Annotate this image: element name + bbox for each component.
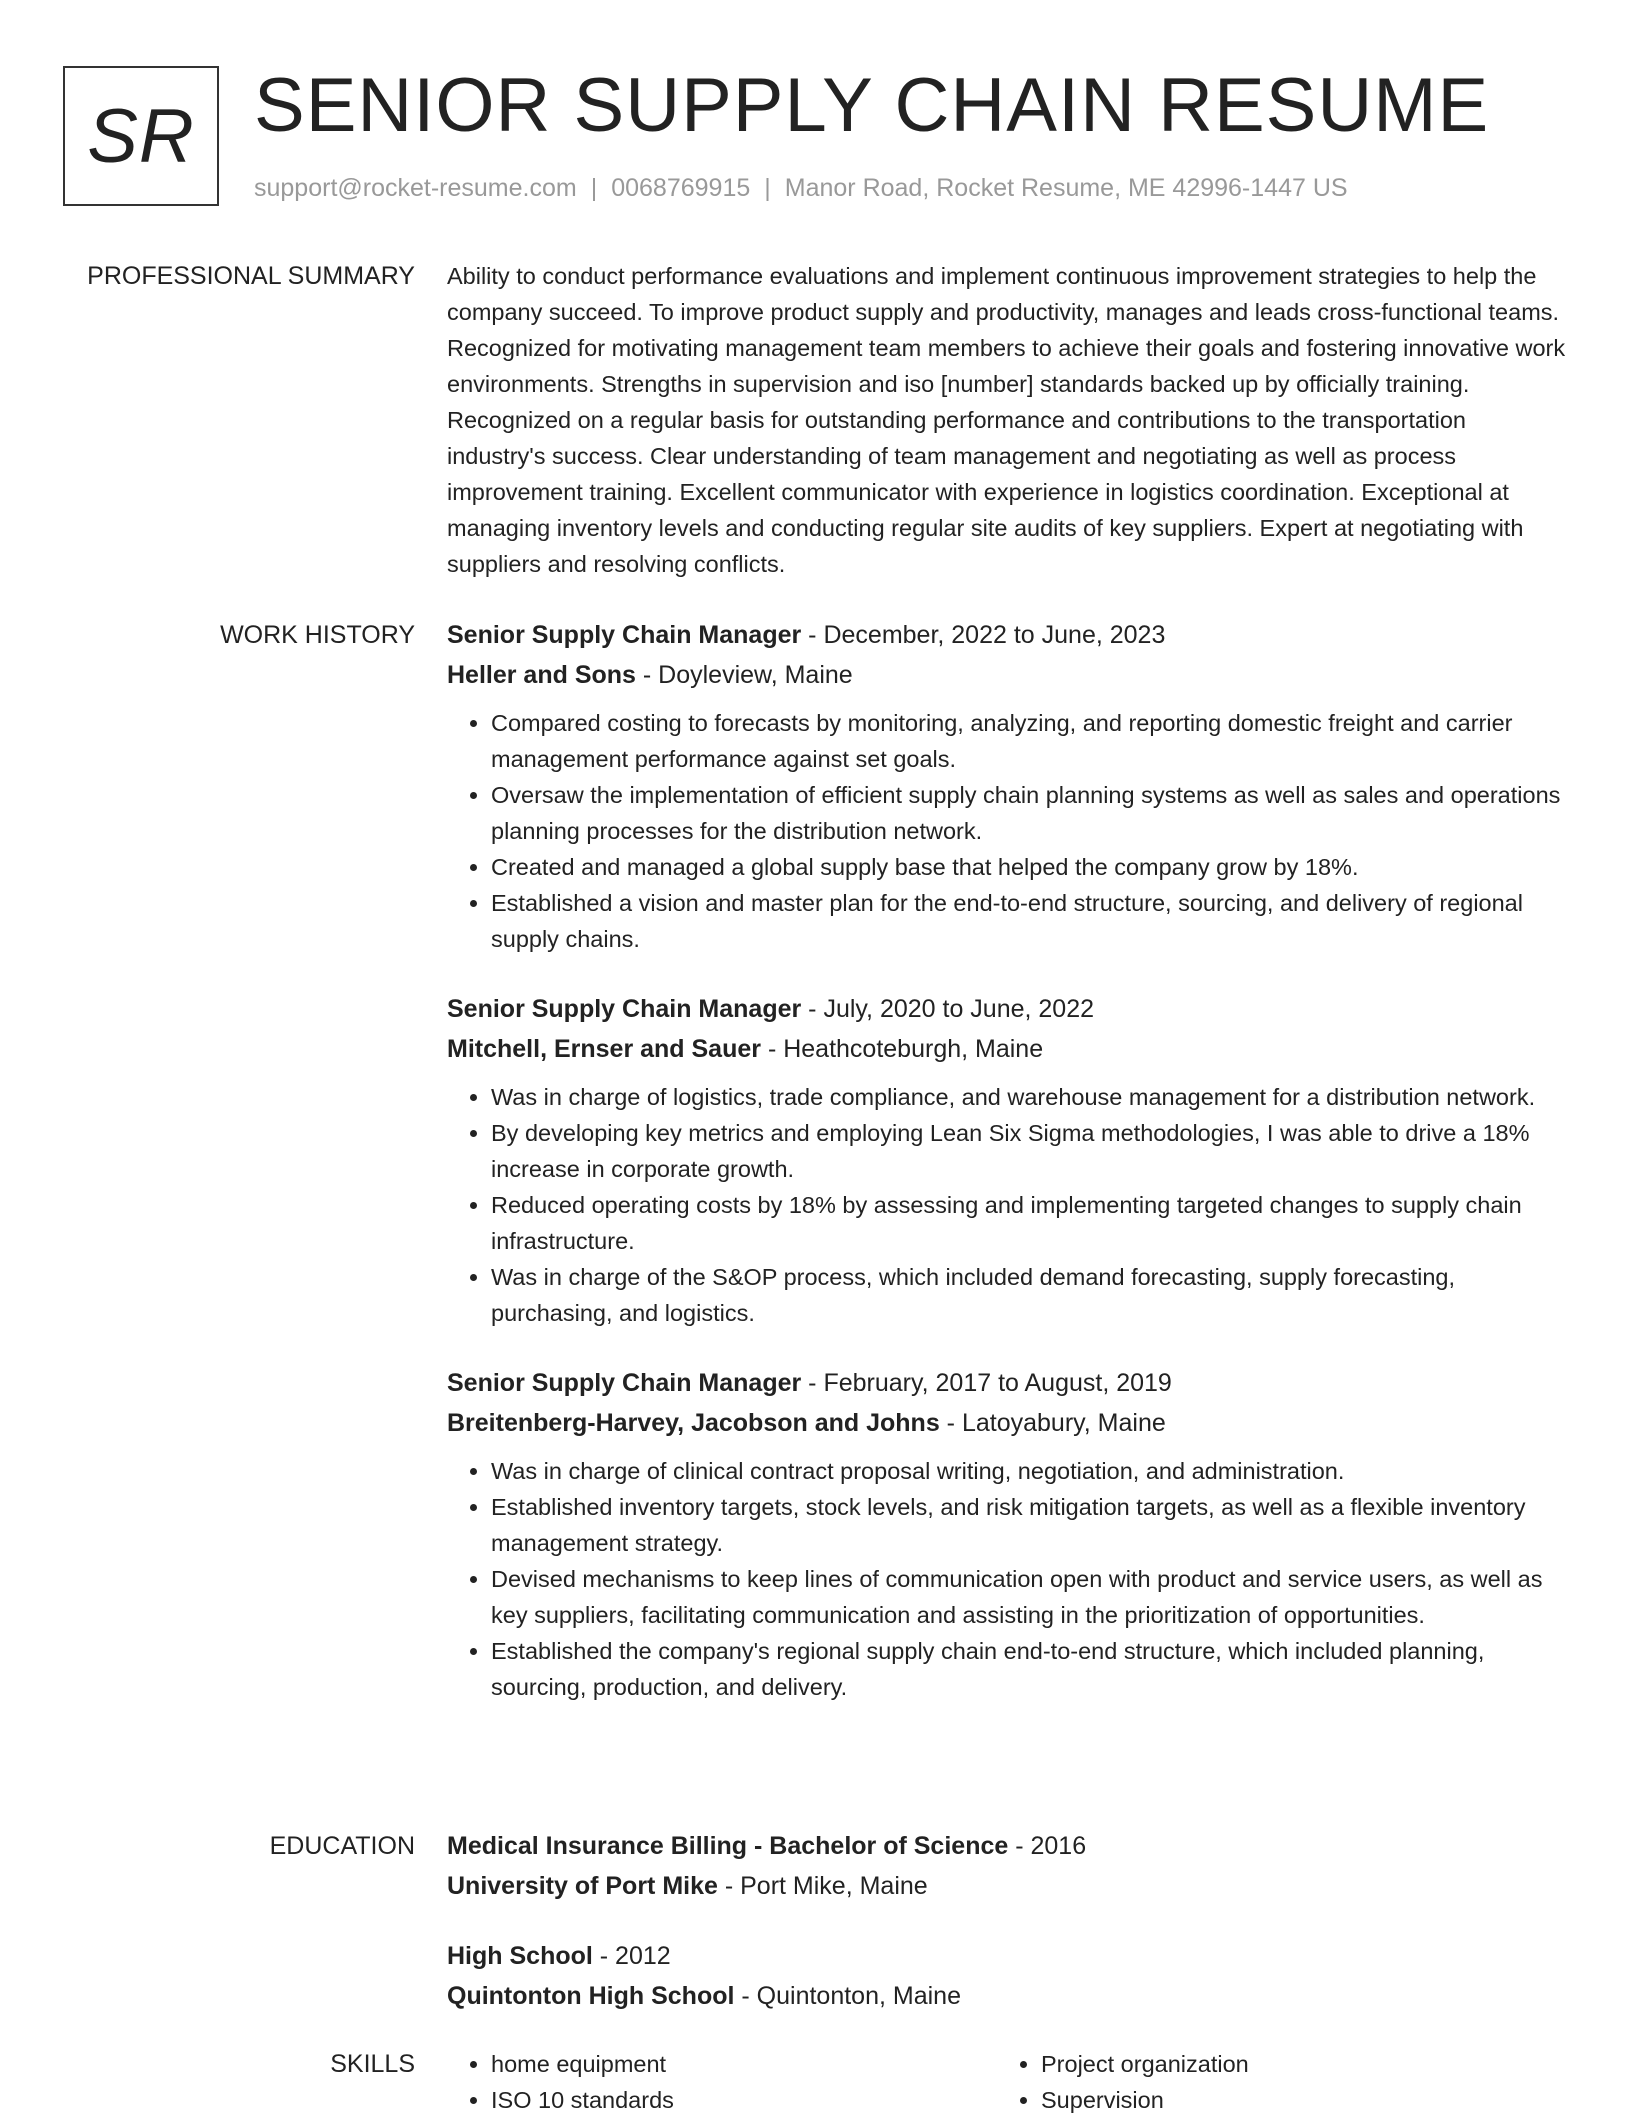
job-bullet: • Devised mechanisms to keep lines of communication open with product and service users, as well as key suppliers, facilitating communication and assisting in the prioritization of opportunities.	[491, 1561, 1567, 1633]
education-heading: EDUCATION	[269, 1832, 415, 1860]
job-location: - Doyleview, Maine	[635, 661, 853, 689]
job-bullet: • Was in charge of clinical contract proposal writing, negotiation, and administration.	[491, 1453, 1567, 1489]
job-bullets	[447, 1079, 1567, 1331]
skills-body	[447, 2046, 1567, 2118]
education-degree-line	[447, 1826, 1567, 1866]
education-degree: High School	[447, 1942, 593, 1970]
skills-column-right	[997, 2046, 1547, 2118]
job-company: Heller and Sons	[447, 661, 636, 689]
job-location: - Heathcoteburgh, Maine	[761, 1035, 1044, 1063]
skill-item: • home equipment	[491, 2046, 997, 2082]
job-company-line	[447, 1403, 1567, 1443]
job-bullet: • By developing key metrics and employing Lean Six Sigma methodologies, I was able to drive a 18% increase in corporate growth.	[491, 1115, 1567, 1187]
education-year: - 2016	[1008, 1832, 1087, 1860]
skills-list	[997, 2046, 1547, 2118]
job-dates: - July, 2020 to June, 2022	[801, 995, 1095, 1023]
job-dates: - February, 2017 to August, 2019	[801, 1369, 1172, 1397]
job-bullet: • Established a vision and master plan for the end-to-end structure, sourcing, and delivery of regional supply chains.	[491, 885, 1567, 957]
job-bullets	[447, 705, 1567, 957]
job-title: Senior Supply Chain Manager	[447, 1369, 802, 1397]
education-entry	[447, 1936, 1567, 2016]
skills-list	[447, 2046, 997, 2118]
skill-item: • Project organization	[1041, 2046, 1547, 2082]
education-body	[447, 1826, 1567, 2016]
education-school-line	[447, 1866, 1567, 1906]
job-company-line	[447, 1029, 1567, 1069]
job-entry	[447, 989, 1567, 1331]
education-school-line	[447, 1976, 1567, 2016]
job-bullets	[447, 1453, 1567, 1705]
summary-heading: PROFESSIONAL SUMMARY	[87, 262, 415, 290]
job-location: - Latoyabury, Maine	[939, 1409, 1166, 1437]
education-school: Quintonton High School	[447, 1982, 735, 2010]
education-year: - 2012	[592, 1942, 671, 1970]
job-title-line	[447, 615, 1567, 655]
contact-address: Manor Road, Rocket Resume, ME 42996-1447 US	[784, 174, 1348, 202]
skill-item: • Supervision	[1041, 2082, 1547, 2118]
skills-heading: SKILLS	[330, 2050, 415, 2078]
job-title: Senior Supply Chain Manager	[447, 995, 802, 1023]
job-title-line	[447, 1363, 1567, 1403]
work-history-body	[447, 615, 1567, 1705]
education-location: - Quintonton, Maine	[734, 1982, 961, 2010]
job-bullet: • Established the company's regional supply chain end-to-end structure, which included planning, sourcing, production, and delivery.	[491, 1633, 1567, 1705]
resume-header	[63, 63, 1583, 210]
education-degree-line	[447, 1936, 1567, 1976]
education-entry	[447, 1826, 1567, 1906]
job-bullet: • Reduced operating costs by 18% by assessing and implementing targeted changes to supply chain infrastructure.	[491, 1187, 1567, 1259]
contact-line	[254, 174, 1348, 203]
resume-title: SENIOR SUPPLY CHAIN RESUME	[254, 63, 1490, 148]
contact-separator: |	[764, 174, 771, 202]
job-entry	[447, 1363, 1567, 1705]
skill-item: • ISO 10 standards	[491, 2082, 997, 2118]
summary-text: Ability to conduct performance evaluations and implement continuous improvement strategies to help the company succeed. To improve product supply and productivity, manages and leads cross-functional teams. Recognized for motivating management team members to achieve their goals and fostering innovative work environments. Strengths in supervision and iso [number] standards backed up by officially training. Recognized on a regular basis for outstanding performance and contributions to the transportation industry's success. Clear understanding of team management and negotiating as well as process improvement training. Excellent communicator with experience in logistics coordination. Exceptional at managing inventory levels and conducting regular site audits of key suppliers. Expert at negotiating with suppliers and resolving conflicts.	[447, 263, 1566, 577]
education-school: University of Port Mike	[447, 1872, 718, 1900]
education-degree: Medical Insurance Billing - Bachelor of Science	[447, 1832, 1009, 1860]
job-entry	[447, 615, 1567, 957]
education-location: - Port Mike, Maine	[717, 1872, 928, 1900]
contact-phone[interactable]: 0068769915	[611, 174, 751, 202]
monogram-badge: SR	[63, 66, 219, 206]
job-bullet: • Created and managed a global supply base that helped the company grow by 18%.	[491, 849, 1567, 885]
job-bullet: • Was in charge of logistics, trade compliance, and warehouse management for a distribution network.	[491, 1079, 1567, 1115]
job-bullet: • Compared costing to forecasts by monitoring, analyzing, and reporting domestic freight and carrier management performance against set goals.	[491, 705, 1567, 777]
job-company: Breitenberg-Harvey, Jacobson and Johns	[447, 1409, 940, 1437]
contact-email[interactable]: support@rocket-resume.com	[254, 174, 577, 202]
skills-columns	[447, 2046, 1567, 2118]
job-company: Mitchell, Ernser and Sauer	[447, 1035, 761, 1063]
job-title-line	[447, 989, 1567, 1029]
skills-column-left	[447, 2046, 997, 2118]
job-bullet: • Oversaw the implementation of efficient supply chain planning systems as well as sales and operations planning processes for the distribution network.	[491, 777, 1567, 849]
job-company-line	[447, 655, 1567, 695]
job-bullet: • Established inventory targets, stock levels, and risk mitigation targets, as well as a flexible inventory management strategy.	[491, 1489, 1567, 1561]
work-history-heading: WORK HISTORY	[220, 621, 415, 649]
job-title: Senior Supply Chain Manager	[447, 621, 802, 649]
job-dates: - December, 2022 to June, 2023	[801, 621, 1166, 649]
job-bullet: • Was in charge of the S&OP process, which included demand forecasting, supply forecasting, purchasing, and logistics.	[491, 1259, 1567, 1331]
contact-separator: |	[590, 174, 598, 202]
